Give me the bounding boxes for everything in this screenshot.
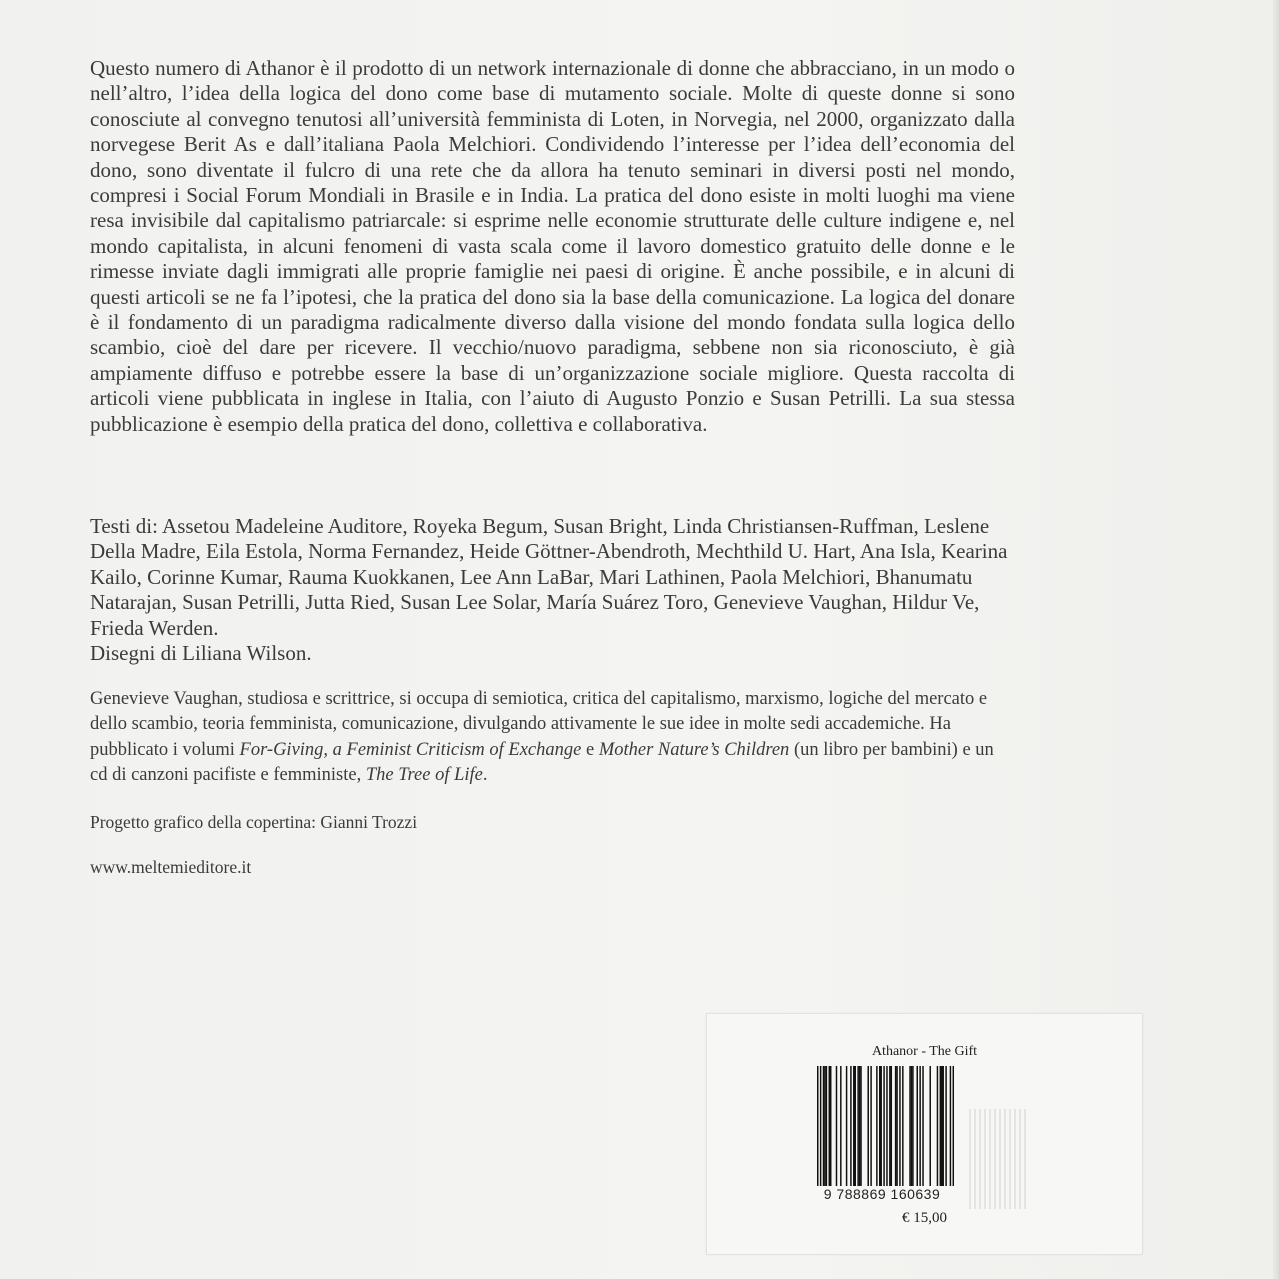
bio-text-3: (un libro per bambini) e un cd di canzoni pacifiste e femministe, xyxy=(90,739,994,786)
barcode-bar xyxy=(950,1066,951,1186)
barcode-bar xyxy=(830,1066,831,1186)
barcode-bar xyxy=(846,1066,847,1186)
barcode-bar xyxy=(860,1066,861,1186)
barcode-bar xyxy=(820,1066,821,1186)
price-sticker xyxy=(706,1013,1143,1255)
barcode-bar xyxy=(896,1066,897,1186)
barcode-bar xyxy=(942,1066,943,1186)
barcode-bar xyxy=(829,1066,830,1186)
barcode-bar xyxy=(824,1066,825,1186)
barcode-bar xyxy=(817,1066,818,1186)
barcode-bar xyxy=(919,1066,920,1186)
barcode-bar xyxy=(889,1066,890,1186)
bio-text-1: Genevieve Vaughan, studiosa e scrittrice, si occupa di semiotica, critica del capitalismo, marxismo, logiche del mercato e dello scambio, teoria femminista, comunicazione, divulgando attivamente le sue idee in molte sedi accademiche. Ha pubblicato i volumi xyxy=(90,689,988,760)
author-bio xyxy=(90,687,1015,789)
barcode-bar xyxy=(929,1066,930,1186)
barcode-bar xyxy=(840,1066,841,1186)
barcode-bar xyxy=(853,1066,854,1186)
isbn-digits: 9 788869 160639 xyxy=(823,1186,941,1202)
barcode-bar xyxy=(857,1066,858,1186)
barcode-bar xyxy=(876,1066,877,1186)
barcode-bar xyxy=(902,1066,903,1186)
barcode-bar xyxy=(953,1066,954,1186)
cover-design-credit: Progetto grafico della copertina: Gianni Trozzi xyxy=(90,812,418,832)
barcode-bar xyxy=(940,1066,941,1186)
barcode-bar xyxy=(867,1066,868,1186)
barcode-icon xyxy=(817,1066,954,1186)
barcode-bar xyxy=(880,1066,881,1186)
barcode-bar xyxy=(850,1066,851,1186)
barcode-bar xyxy=(883,1066,884,1186)
barcode-bar xyxy=(826,1066,827,1186)
authors-block xyxy=(90,514,1015,666)
barcode-bar xyxy=(886,1066,887,1186)
sticker-title: Athanor - The Gift xyxy=(871,1044,978,1059)
barcode-bar xyxy=(879,1066,880,1186)
barcode-bar xyxy=(895,1066,896,1186)
barcode-bar xyxy=(836,1066,837,1186)
bio-text-4: . xyxy=(482,765,488,786)
barcode-bar xyxy=(941,1066,942,1186)
cover-edge xyxy=(1273,0,1279,1279)
price-label: € 15,00 xyxy=(902,1210,947,1226)
blurb-paragraph: Questo numero di Athanor è il prodotto di un network internazionale di donne che abbracciano, in un modo o nell’altro, l’idea della logica del dono come base di mutamento sociale. Molte di queste donne si sono conosciute al convegno tenutosi all’università femminista di Loten, in Norvegia, nel 2000, organizzato dalla norvegese Berit As e dall’italiana Paola Melchiori. Condividendo l’interesse per l’idea dell’economia del dono, sono diventate il fulcro di una rete che da allora ha tenuto seminari in diversi posti nel mondo, compresi i Social Forum Mondiali in Brasile e in India. La pratica del dono esiste in molti luoghi ma viene resa invisibile dal capitalismo patriarcale: si esprime nelle economie strutturate delle culture indigene e, nel mondo capitalista, in alcuni fenomeni di vasta scala come il lavoro domestico gratuito delle donne e le rimesse inviate dagli immigrati alle proprie famiglie nei paesi di origine. È anche possibile, e in alcuni di questi articoli se ne fa l’ipotesi, che la pratica del dono sia la base della comunicazione. La logica del donare è il fondamento di un paradigma radicalmente diverso dalla visione del mondo fondata sulla logica dello scambio, cioè del dare per ricevere. Il vecchio/nuovo paradigma, sebbene non sia riconosciuto, è già ampiamente diffuso e potrebbe essere la base di un’organizzazione sociale migliore. Questa raccolta di articoli viene pubblicata in inglese in Italia, con l’aiuto di Augusto Ponzio e Susan Petrilli. La sua stessa pubblicazione è esempio della pratica del dono, collettiva e collaborativa. xyxy=(90,56,1015,436)
bio-book-title-2: Mother Nature’s Children xyxy=(598,739,790,760)
publisher-website: www.meltemieditore.it xyxy=(90,857,252,877)
barcode-bar xyxy=(823,1066,824,1186)
barcode-bar xyxy=(909,1066,910,1186)
barcode-bar xyxy=(870,1066,871,1186)
barcode-bar xyxy=(859,1066,860,1186)
barcode-bar xyxy=(922,1066,923,1186)
bio-cd-title: The Tree of Life xyxy=(365,765,483,786)
barcode-bar xyxy=(911,1066,912,1186)
barcode-bar xyxy=(945,1066,946,1186)
barcode-bar xyxy=(891,1066,892,1186)
barcode-bar xyxy=(912,1066,913,1186)
barcode-bar xyxy=(937,1066,938,1186)
illustrations-credit: Disegni di Liliana Wilson. xyxy=(90,641,312,666)
bio-text-2: e xyxy=(581,739,599,760)
authors-list: Testi di: Assetou Madeleine Auditore, Royeka Begum, Susan Bright, Linda Christiansen-Ruffman, Leslene Della Madre, Eila Estola, Norma Fernandez, Heide Göttner-Abendroth, Mechthild U. Hart, Ana Isla, Kearina Kailo, Corinne Kumar, Rauma Kuokkanen, Lee Ann LaBar, Mari Lathinen, Paola Melchiori, Bhanumatu Natarajan, Susan Petrilli, Jutta Ried, Susan Lee Solar, María Suárez Toro, Genevieve Vaughan, Hildur Ve, Frieda Werden. xyxy=(90,514,1008,640)
barcode-bar xyxy=(899,1066,900,1186)
barcode-bar xyxy=(854,1066,855,1186)
barcode-bar xyxy=(917,1066,918,1186)
underlying-barcode-shadow xyxy=(969,1109,1029,1209)
bio-book-title-1: For-Giving, a Feminist Criticism of Exchange xyxy=(239,739,582,760)
